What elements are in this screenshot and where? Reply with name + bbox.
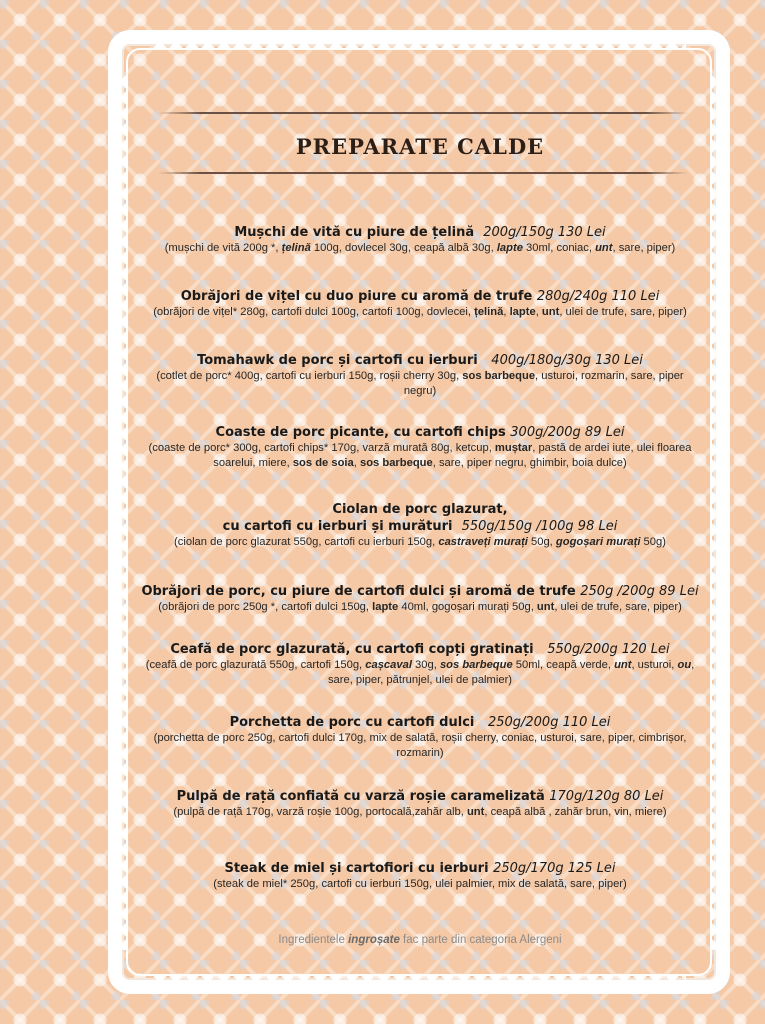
dish-price: 550g/150g /100g 98 Lei [461, 519, 618, 534]
ingredient-text: , pastă de ardei iute, ulei floarea soarelui, miere, [213, 442, 692, 469]
dish-item [130, 788, 710, 820]
dish-price: 400g/180g/30g 130 Lei [491, 353, 643, 368]
dish-list [130, 0, 710, 1024]
allergen-note [130, 934, 710, 946]
dish-title-line [130, 424, 710, 441]
dish-name: Obrăjori de porc, cu piure de cartofi dulci și aromă de trufe [141, 584, 576, 599]
dish-price: 550g/200g 120 Lei [547, 642, 670, 657]
ingredient-text: , usturoi, [631, 659, 678, 671]
ingredient-text: 50ml, ceapă verde, [512, 659, 615, 671]
ingredient-text: (steak de miel* 250g, cartofi cu ierburi 150g, ulei palmier, mix de salată, sare, piper) [213, 878, 627, 890]
dish-item [130, 224, 710, 256]
allergen-ingredient: lapte [496, 242, 523, 254]
dish-item [130, 424, 710, 470]
dish-name: Porchetta de porc cu cartofi dulci [229, 715, 475, 730]
ingredient-text: , usturoi, rozmarin, sare, piper negru) [403, 370, 684, 397]
dish-title-line [130, 501, 710, 518]
ingredient-text: , ulei de trufe, sare, piper) [559, 306, 687, 318]
dish-item [130, 641, 710, 687]
dish-ingredients [140, 441, 700, 470]
dish-ingredients [140, 877, 700, 892]
allergen-ingredient: lapte [509, 306, 536, 318]
dish-ingredients [140, 805, 700, 820]
dish-name: Tomahawk de porc și cartofi cu ierburi [197, 353, 478, 368]
dish-name: Obrăjori de vițel cu duo piure cu aromă de trufe [180, 289, 533, 304]
ingredient-text: , [353, 456, 360, 469]
dish-ingredients [140, 731, 700, 760]
ingredient-text: 30g, [411, 659, 440, 671]
ingredient-text: 50g) [640, 536, 666, 548]
allergen-ingredient: castraveți murați [438, 536, 528, 548]
dish-title-line [130, 641, 710, 658]
dish-ingredients [140, 241, 700, 256]
dish-name: Steak de miel și cartofiori cu ierburi [224, 861, 489, 876]
allergen-ingredient: unt [541, 306, 560, 318]
ingredient-text: (pulpă de rață 170g, varză roșie 100g, portocală,zahăr alb, [173, 806, 467, 818]
dish-name: Mușchi de vită cu piure de țelină [234, 225, 475, 240]
dish-price: 250g /200g 89 Lei [580, 584, 699, 599]
allergen-ingredient: sos barbeque [359, 456, 433, 469]
dish-price: 250g/200g 110 Lei [487, 715, 611, 730]
dish-price: 300g/200g 89 Lei [510, 425, 625, 440]
dish-item [130, 352, 710, 398]
allergen-ingredient: sos barbeque [439, 659, 513, 671]
allergen-ingredient: țelină [474, 306, 504, 318]
dish-price: 170g/120g 80 Lei [549, 789, 664, 804]
ingredient-text: , [503, 306, 510, 318]
ingredient-text: 40ml, gogoșari murați 50g, [398, 601, 537, 613]
dish-item [130, 501, 710, 550]
ingredient-text: , ceapă albă , zahăr brun, vin, miere) [484, 806, 667, 818]
ingredient-text: , sare, piper, pătrunjel, ulei de palmier) [327, 659, 695, 686]
ingredient-text: (porchetta de porc 250g, cartofi dulci 170g, mix de salată, roșii cherry, coniac, usturoi, sare, piper, cimbrișor, rozmarin) [153, 732, 687, 759]
dish-title-line [130, 714, 710, 731]
allergen-note-emphasis: ingroșate [348, 934, 400, 946]
allergen-ingredient: unt [536, 601, 555, 613]
allergen-ingredient: gogoșari murați [555, 536, 641, 548]
dish-ingredients [140, 658, 700, 687]
dish-title-line [130, 224, 710, 241]
ingredient-text: , [535, 306, 542, 318]
page-title: PREPARATE CALDE [295, 134, 545, 159]
dish-title-line [130, 288, 710, 305]
allergen-ingredient: muștar [494, 442, 533, 454]
dish-title-line [130, 518, 710, 535]
dish-name: Ciolan de porc glazurat, [332, 502, 508, 517]
dish-title-line [130, 352, 710, 369]
dish-item [130, 860, 710, 892]
dish-title-line [130, 583, 710, 600]
ingredient-text: 50g, [527, 536, 556, 548]
allergen-note-end: fac parte din categoria Alergeni [399, 934, 562, 946]
ingredient-text: (obrăjori de porc 250g *, cartofi dulci 150g, [158, 601, 373, 613]
dish-price: 200g/150g 130 Lei [483, 225, 606, 240]
ingredient-text: 100g, dovlecel 30g, ceapă albă 30g, [310, 242, 497, 254]
frame-scallop [118, 74, 128, 950]
ingredient-text: , sare, piper) [612, 242, 676, 254]
dish-name: Coaste de porc picante, cu cartofi chips [215, 425, 506, 440]
dish-item [130, 583, 710, 615]
allergen-ingredient: unt [614, 659, 632, 671]
ingredient-text: (cotlet de porc* 400g, cartofi cu ierburi 150g, roșii cherry 30g, [156, 370, 463, 382]
allergen-note-start: Ingredientele [278, 934, 349, 946]
ingredient-text: (mușchi de vită 200g *, [164, 242, 282, 254]
ingredient-text: 30ml, coniac, [522, 242, 596, 254]
allergen-ingredient: unt [466, 806, 485, 818]
allergen-ingredient: sos de soia [292, 456, 354, 469]
dish-ingredients [140, 369, 700, 398]
allergen-ingredient: lapte [372, 601, 399, 613]
allergen-ingredient: unt [595, 242, 613, 254]
ingredient-text: , ulei de trufe, sare, piper) [554, 601, 682, 613]
frame-scallop [710, 74, 720, 950]
dish-title-line [130, 788, 710, 805]
ingredient-text: (obrăjori de vițel* 280g, cartofi dulci 100g, cartofi 100g, dovlecei, [153, 306, 475, 318]
dish-ingredients [140, 600, 700, 615]
ingredient-text: , sare, piper negru, ghimbir, boia dulce) [432, 456, 627, 469]
dish-price: 280g/240g 110 Lei [536, 289, 660, 304]
allergen-ingredient: sos barbeque [462, 370, 536, 382]
dish-item [130, 714, 710, 760]
dish-ingredients [140, 535, 700, 550]
ingredient-text: (ciolan de porc glazurat 550g, cartofi cu ierburi 150g, [174, 536, 439, 548]
dish-name: cu cartofi cu ierburi și murături [222, 519, 453, 534]
ingredient-text: (ceafă de porc glazurată 550g, cartofi 150g, [145, 659, 366, 671]
dish-item [130, 288, 710, 320]
allergen-ingredient: ou [677, 659, 692, 671]
dish-name: Ceafă de porc glazurată, cu cartofi copți gratinați [170, 642, 534, 657]
dish-price: 250g/170g 125 Lei [493, 861, 616, 876]
dish-name: Pulpă de rață confiată cu varză roșie caramelizată [176, 789, 545, 804]
dish-title-line [130, 860, 710, 877]
ingredient-text: (coaste de porc* 300g, cartofi chips* 170g, varză murată 80g, ketcup, [148, 442, 495, 454]
allergen-ingredient: cașcaval [365, 659, 412, 671]
allergen-ingredient: țelină [281, 242, 311, 254]
dish-ingredients [140, 305, 700, 320]
